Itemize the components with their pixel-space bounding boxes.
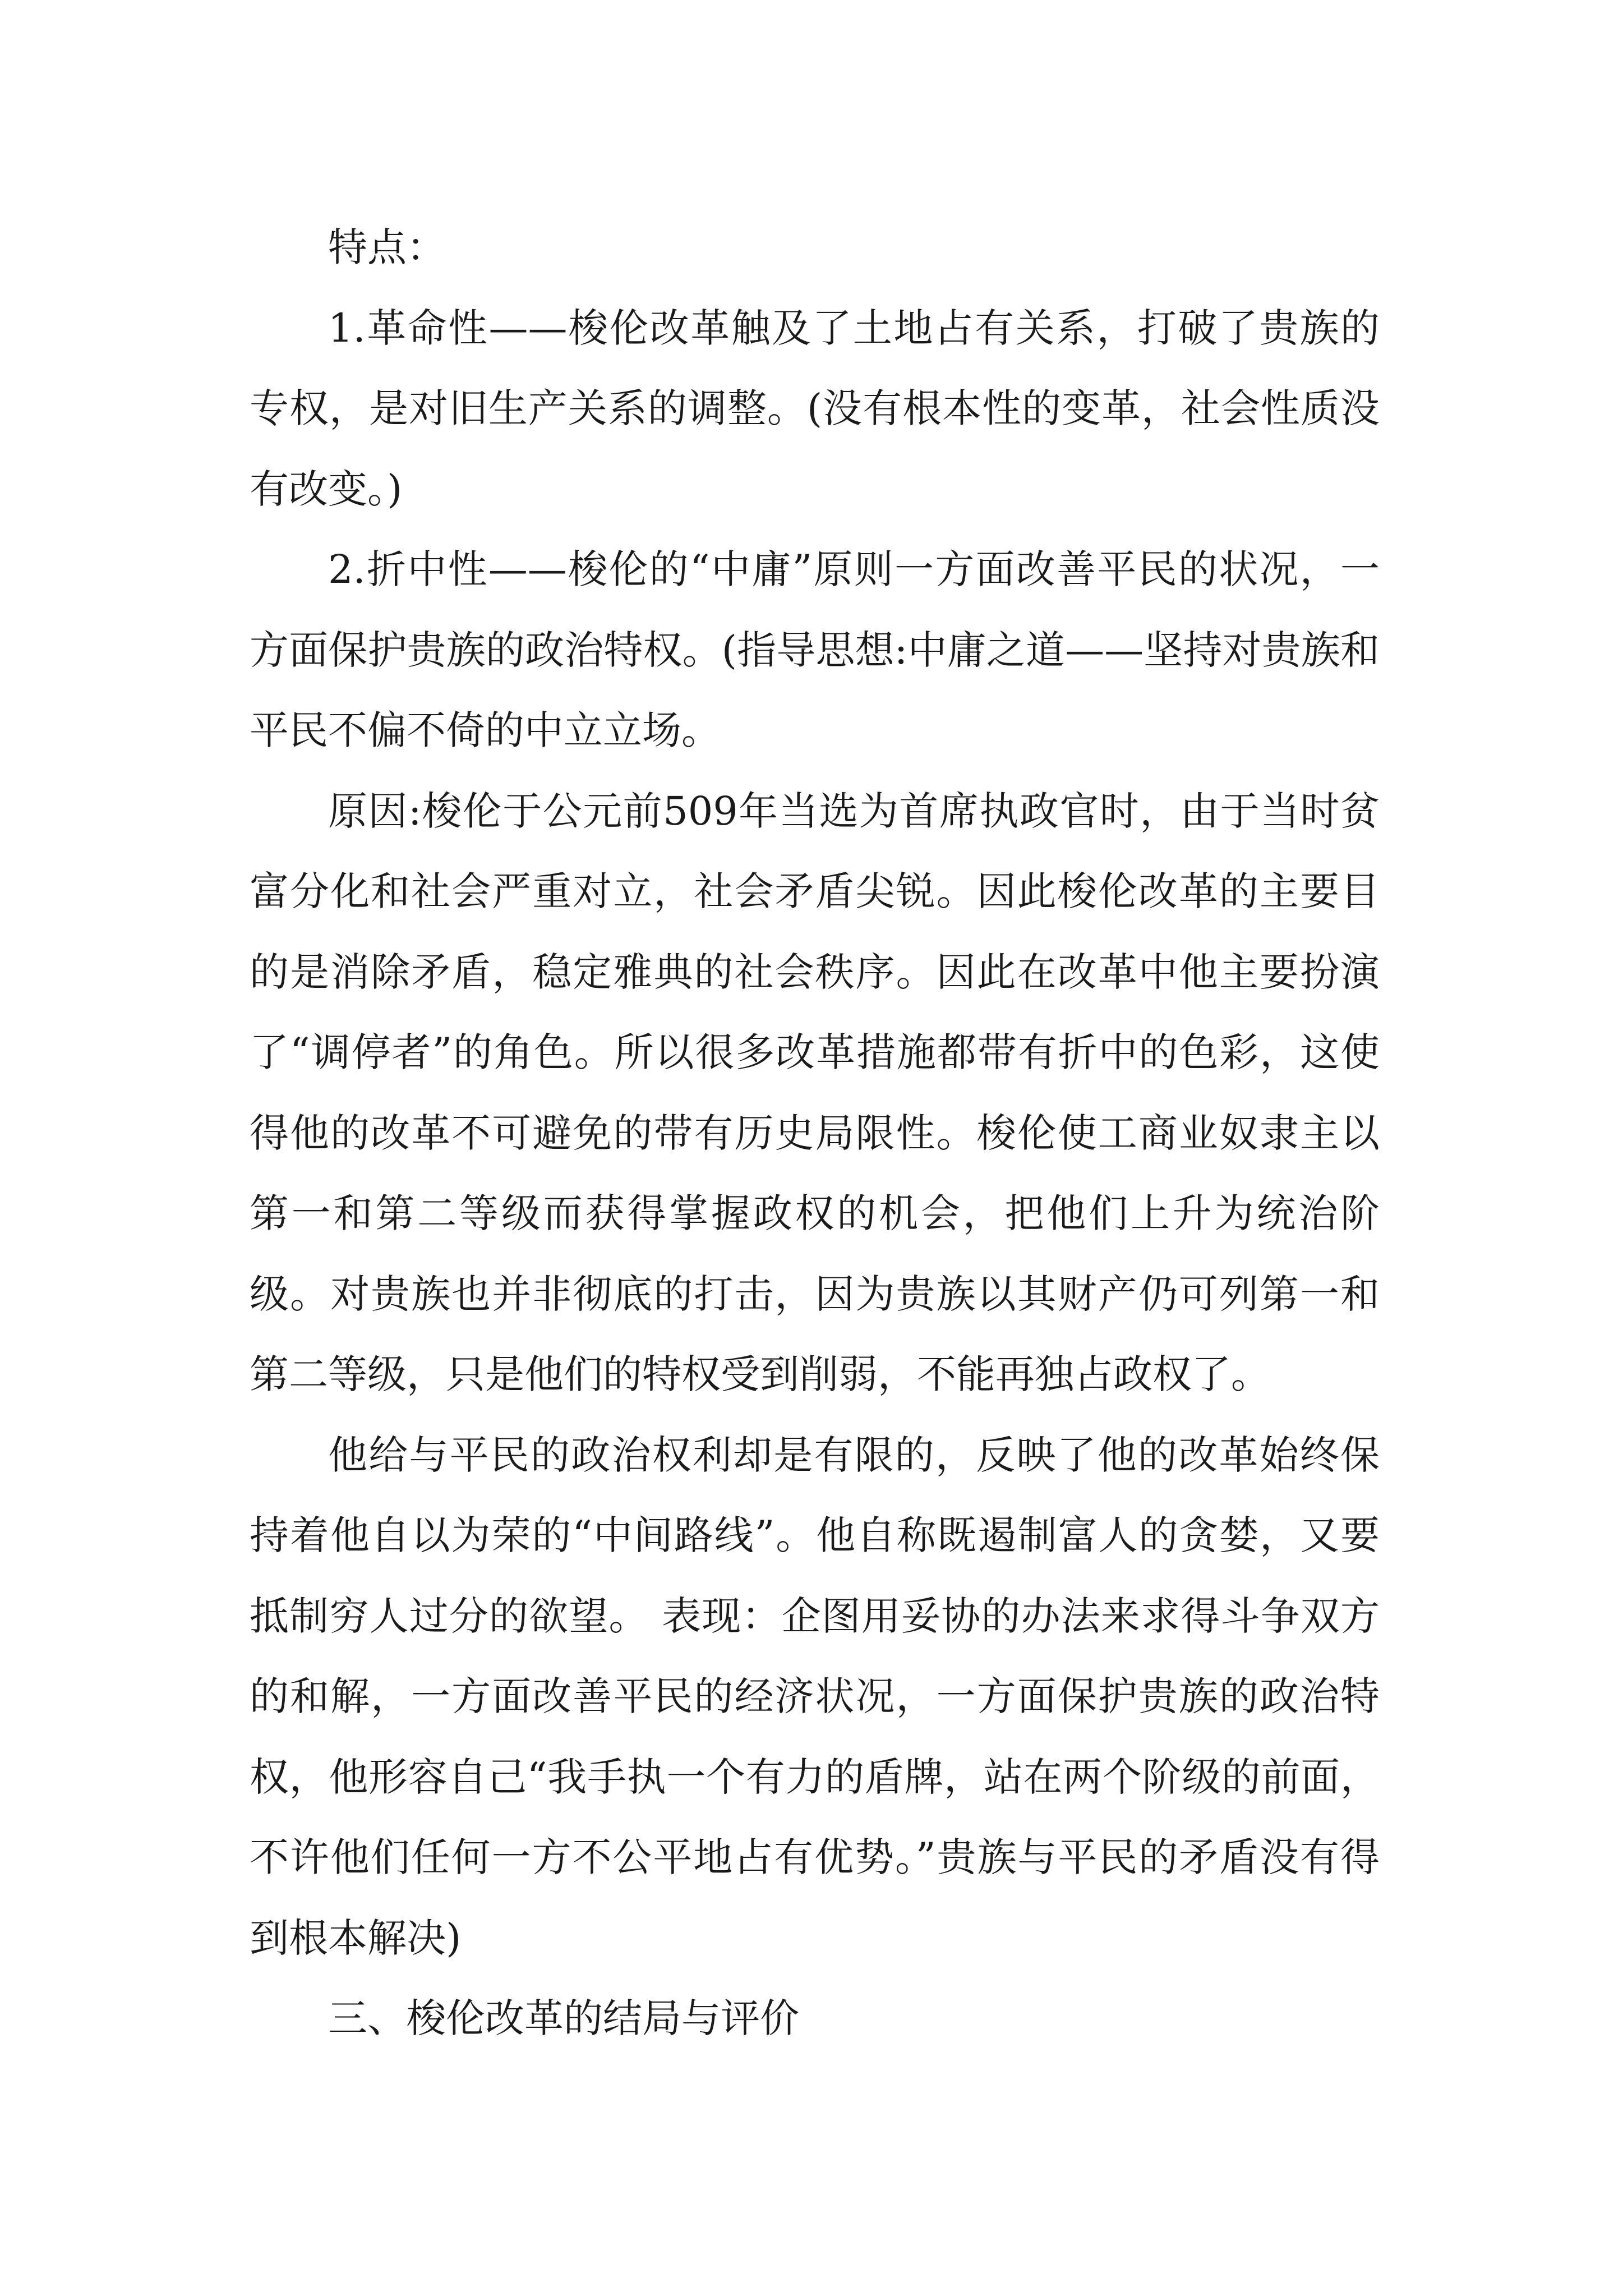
document-body bbox=[250, 208, 1380, 2059]
section-heading-outcome: 三、梭伦改革的结局与评价 bbox=[328, 1995, 799, 2041]
paragraph-revolutionary: 1.革命性——梭伦改革触及了土地占有关系，打破了贵族的专权，是对旧生产关系的调整。(没有根本性的变革，社会性质没有改变。) bbox=[250, 305, 1380, 512]
paragraph-limited-rights: 他给与平民的政治权利却是有限的，反映了他的改革始终保持着他自以为荣的“中间路线”。他自称既遏制富人的贪婪，又要抵制穷人过分的欲望。 表现：企图用妥协的办法来求得斗争双方的和解，一方面改善平民的经济状况，一方面保护贵族的政治特权，他形容自己“我手执一个有力的盾牌，站在两个阶级的前面，不许他们任何一方不公平地占有优势。”贵族与平民的矛盾没有得到根本解决) bbox=[250, 1432, 1380, 1961]
paragraph-compromise: 2.折中性——梭伦的“中庸”原则一方面改善平民的状况，一方面保护贵族的政治特权。(指导思想:中庸之道——坚持对贵族和平民不偏不倚的中立立场。 bbox=[250, 546, 1380, 753]
paragraph-features-heading: 特点： bbox=[328, 224, 446, 270]
paragraph-reasons: 原因:梭伦于公元前509年当选为首席执政官时，由于当时贫富分化和社会严重对立，社会矛盾尖锐。因此梭伦改革的主要目的是消除矛盾，稳定雅典的社会秩序。因此在改革中他主要扮演了“调停者”的角色。所以很多改革措施都带有折中的色彩，这使得他的改革不可避免的带有历史局限性。梭伦使工商业奴隶主以第一和第二等级而获得掌握政权的机会，把他们上升为统治阶级。对贵族也并非彻底的打击，因为贵族以其财产仍可列第一和第二等级，只是他们的特权受到削弱，不能再独占政权了。 bbox=[250, 788, 1380, 1397]
